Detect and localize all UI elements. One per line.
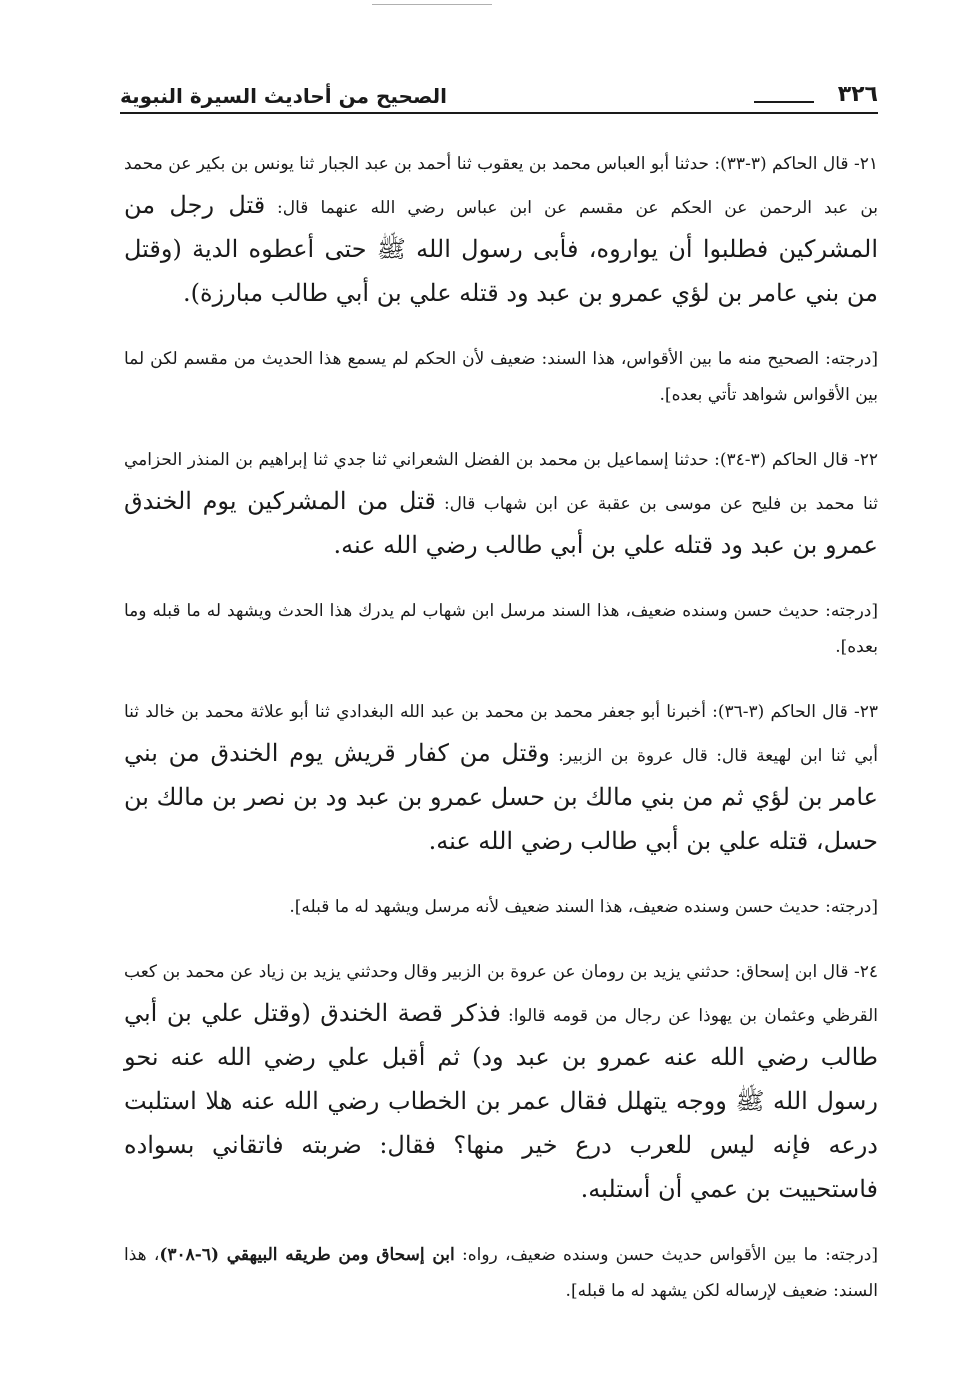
header-rule <box>120 112 878 114</box>
hadith-sanad: ٢٤- قال ابن إسحاق: حدثني يزيد بن رومان عن عروة بن الزبير وقال وحدثني يزيد بن زياد عن محمد بن كعب القرظي وعثمان بن يهوذا عن رجال من قومه قالوا: <box>124 962 878 1026</box>
hadith-entry-23 <box>124 693 878 863</box>
hadith-matn: وقتل من كفار قريش يوم الخندق من بني عامر بن لؤي ثم من بني مالك بن حسل عمرو بن عبد ود بن نصر بن مالك بن حسل، قتله علي بن أبي طالب رضي الله عنه. <box>124 739 878 855</box>
hadith-matn: قتل رجل من المشركين فطلبوا أن يواروه، فأبى رسول الله ﷺ حتى أعطوه الدية (وقتل من بني عامر بن لؤي عمرو بن عبد ود قتله علي بن أبي طالب مبارزة). <box>124 191 878 307</box>
page-content <box>124 145 878 1337</box>
hadith-sanad: ٢١- قال الحاكم (٣-٣٣): حدثنا أبو العباس محمد بن يعقوب ثنا أحمد بن عبد الجبار ثنا يونس بن بكير عن محمد بن عبد الرحمن عن الحكم عن مقسم عن ابن عباس رضي الله عنهما قال: <box>124 154 879 218</box>
hadith-sanad: ٢٣- قال الحاكم (٣-٣٦): أخبرنا أبو جعفر محمد بن محمد بن عبد الله البغدادي ثنا أبو علاثة محمد بن خالد ثنا أبي ثنا ابن لهيعة قال: قال عروة بن الزبير: <box>124 702 879 766</box>
hadith-grade: [درجته: حديث حسن وسنده ضعيف، هذا السند مرسل ابن شهاب لم يدرك هذا الحدث ويشهد له ما قبله وما بعده]. <box>124 601 878 657</box>
hadith-matn: فذكر قصة الخندق (وقتل علي بن أبي طالب رضي الله عنه عمرو بن عبد ود) ثم أقبل علي رضي الله عنه نحو رسول الله ﷺ ووجه يتهلل فقال عمر بن الخطاب رضي الله عنه هلا استلبت درعه فإنه ليس للعرب درع خير منها؟ فقال: ضربته فاتقاني بسواده فاستحييت بن عمي أن أستلبه. <box>124 999 878 1203</box>
hadith-entry-21 <box>124 145 878 315</box>
grade-source: ابن إسحاق ومن طريقه البيهقي (٦-٣٠٨) <box>159 1245 455 1265</box>
hadith-entry-22 <box>124 441 878 567</box>
grade-suffix: ، هذا السند: ضعيف لإرساله لكن يشهد له ما قبله]. <box>124 1245 878 1301</box>
page-number-line <box>754 101 814 103</box>
book-title: الصحيح من أحاديث السيرة النبوية <box>120 84 448 108</box>
hadith-sanad: ٢٢- قال الحاكم (٣-٣٤): حدثنا إسماعيل بن محمد بن الفضل الشعراني ثنا جدي ثنا إبراهيم بن المنذر الحزامي ثنا محمد بن فليح عن موسى بن عقبة عن ابن شهاب قال: <box>124 450 878 514</box>
page-header <box>120 82 878 118</box>
grade-prefix: [درجته: ما بين الأقواس حديث حسن وسنده ضعيف، رواه: <box>454 1245 878 1265</box>
scan-mark <box>372 4 492 5</box>
hadith-grade <box>124 1237 878 1309</box>
page-number: ٣٢٦ <box>837 82 878 107</box>
hadith-entry-24 <box>124 953 878 1211</box>
hadith-matn: قتل من المشركين يوم الخندق عمرو بن عبد ود قتله علي بن أبي طالب رضي الله عنه. <box>124 487 878 559</box>
hadith-grade: [درجته: حديث حسن وسنده ضعيف، هذا السند ضعيف لأنه مرسل ويشهد له ما قبله]. <box>289 897 878 917</box>
hadith-grade: [درجته: الصحيح منه ما بين الأقواس، هذا السند: ضعيف لأن الحكم لم يسمع هذا الحديث من مقسم لكن لما بين الأقواس شواهد تأتي بعده]. <box>124 349 878 405</box>
